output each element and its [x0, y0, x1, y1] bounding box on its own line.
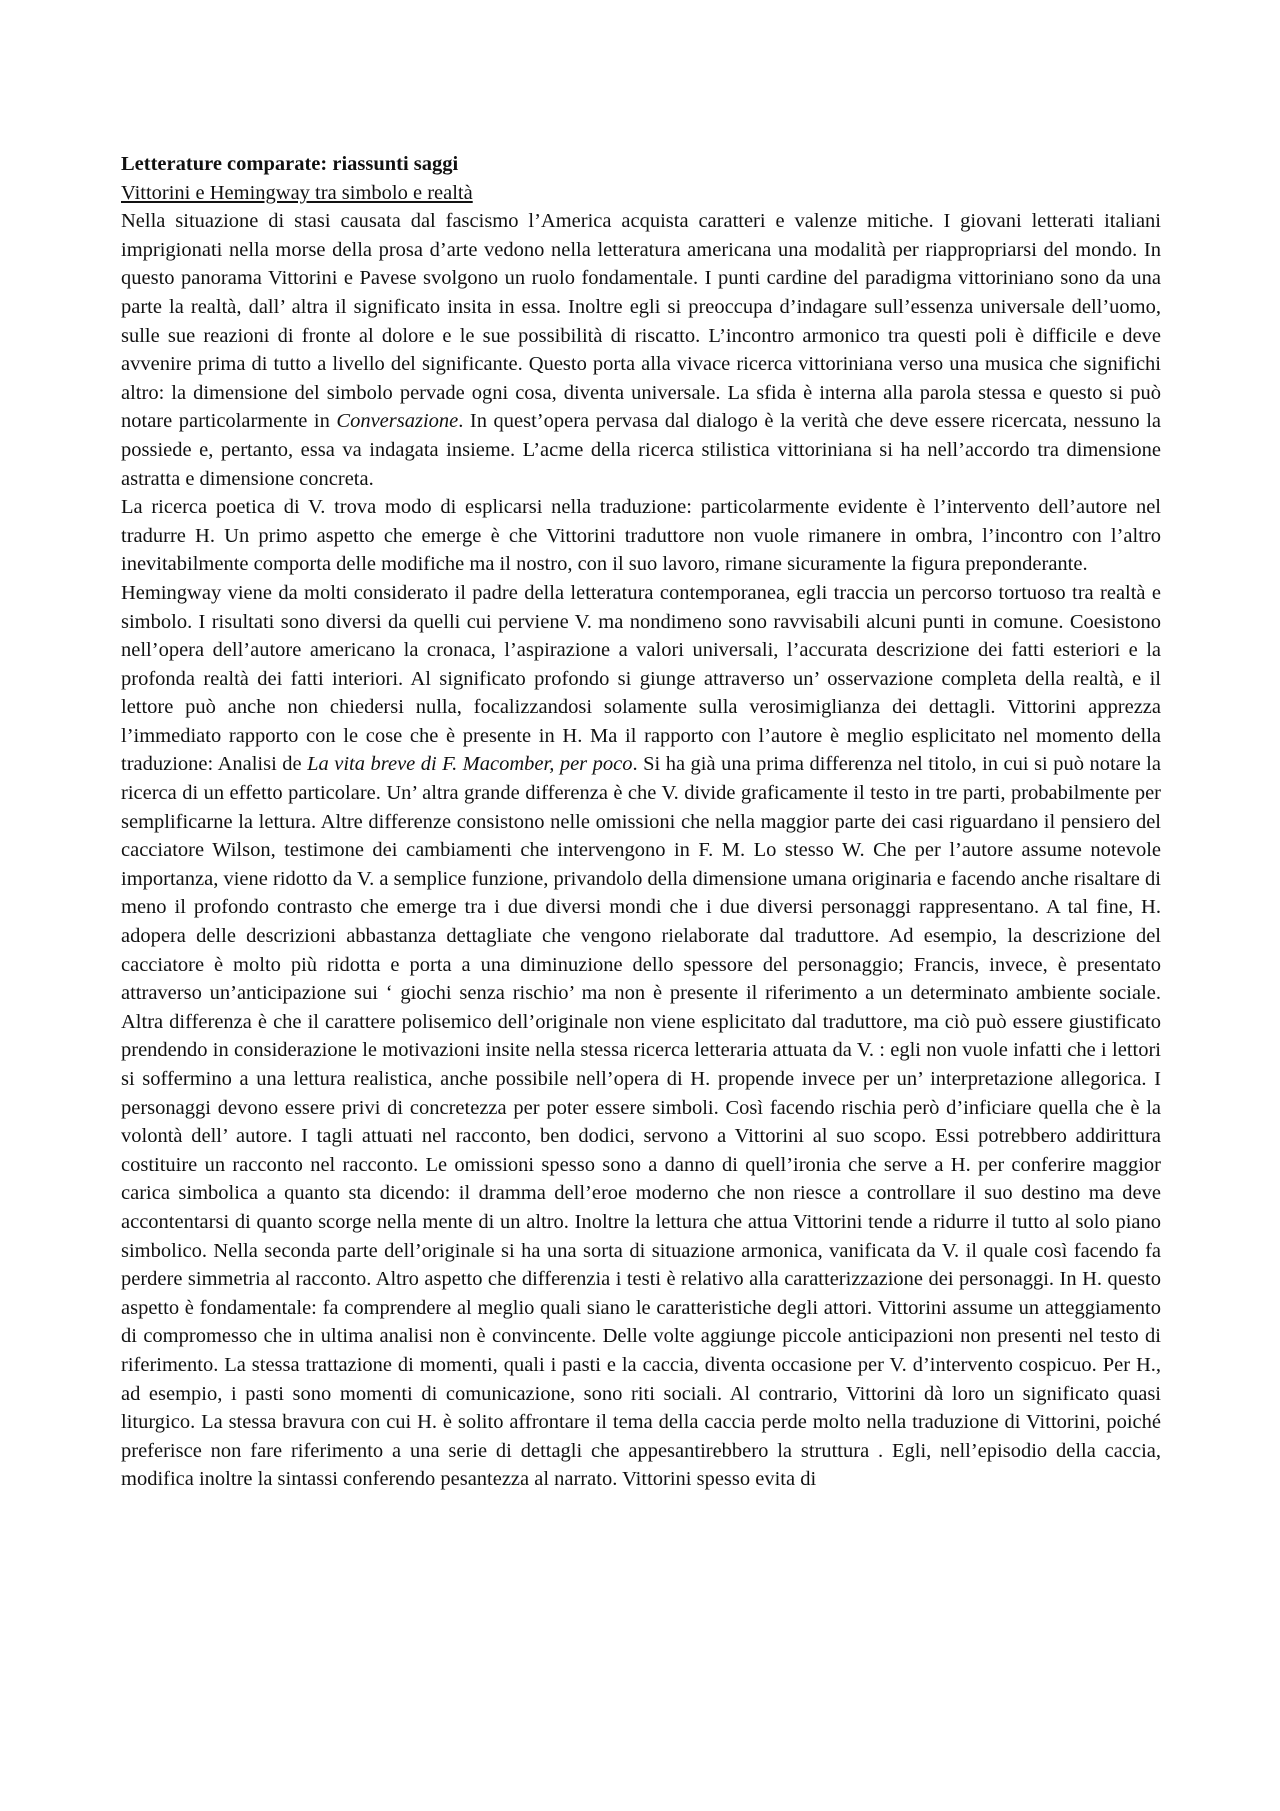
paragraph-1-text-b: . In quest’opera pervasa dal dialogo è la verità che deve essere ricercata, nessuno la possiede e, pertanto, essa va indagata insieme. L’acme della ricerca stilistica vittoriniana si ha nell’accordo tra dimensione astratta e dimensione concreta.: [121, 410, 1161, 490]
paragraph-1-text-a: Nella situazione di stasi causata dal fascismo l’America acquista caratteri e valenze mitiche. I giovani letterati italiani imprigionati nella morse della prosa d’arte vedono nella letteratura americana una modalità per riappropriarsi del mondo. In questo panorama Vittorini e Pavese svolgono un ruolo fondamentale. I punti cardine del paradigma vittoriniano sono da una parte la realtà, dall’ altra il significato insita in essa. Inoltre egli si preoccupa d’indagare sull’essenza universale dell’uomo, sulle sue reazioni di fronte al dolore e le sue possibilità di riscatto. L’incontro armonico tra questi poli è difficile e deve avvenire prima di tutto a livello del significante. Questo porta alla vivace ricerca vittoriniana verso una musica che significhi altro: la dimensione del simbolo pervade ogni cosa, diventa universale. La sfida è interna alla parola stessa e questo si può notare particolarmente in: [121, 210, 1161, 433]
paragraph-3-italic-title: La vita breve di F. Macomber, per poco: [307, 753, 633, 776]
document-title: Letterature comparate: riassunti saggi: [121, 153, 459, 175]
document-subtitle: Vittorini e Hemingway tra simbolo e realtà: [121, 181, 473, 204]
paragraph-2-text: La ricerca poetica di V. trova modo di esplicarsi nella traduzione: particolarmente evidente è l’intervento dell’autore nel tradurre H. Un primo aspetto che emerge è che Vittorini traduttore non vuole rimanere in ombra, l’incontro con l’altro inevitabilmente comporta delle modifiche ma il nostro, con il suo lavoro, rimane sicuramente la figura preponderante.: [121, 496, 1161, 576]
paragraph-3-text-a: Hemingway viene da molti considerato il padre della letteratura contemporanea, egli traccia un percorso tortuoso tra realtà e simbolo. I risultati sono diversi da quelli cui perviene V. ma nondimeno sono ravvisabili alcuni punti in comune. Coesistono nell’opera dell’autore americano la cronaca, l’aspirazione a valori universali, l’accurata descrizione dei fatti esteriori e la profonda realtà dei fatti interiori. Al significato profondo si giunge attraverso un’ osservazione completa della realtà, e il lettore può anche non chiedersi nulla, focalizzandosi solamente sulla verosimiglianza dei dettagli. Vittorini apprezza l’immediato rapporto con le cose che è presente in H. Ma il rapporto con l’autore è meglio esplicitato nel momento della traduzione: Analisi de: [121, 581, 1161, 776]
paragraph-2: [121, 493, 1161, 579]
paragraph-1: [121, 207, 1161, 493]
paragraph-3-text-b: . Si ha già una prima differenza nel titolo, in cui si può notare la ricerca di un effetto particolare. Un’ altra grande differenza è che V. divide graficamente il testo in tre parti, probabilmente per semplificarne la lettura. Altre differenze consistono nelle omissioni che nella maggior parte dei casi riguardano il pensiero del cacciatore Wilson, testimone dei cambiamenti che intervengono in F. M. Lo stesso W. Che per l’autore assume notevole importanza, viene ridotto da V. a semplice funzione, privandolo della dimensione umana originaria e facendo anche risaltare di meno il profondo contrasto che emerge tra i due diversi mondi che i due diversi personaggi rappresentano. A tal fine, H. adopera delle descrizioni abbastanza dettagliate che vengono rielaborate dal traduttore. Ad esempio, la descrizione del cacciatore è molto più ridotta e porta a una diminuzione dello spessore del personaggio; Francis, invece, è presentato attraverso un’anticipazione sui ‘ giochi senza rischio’ ma non è presente il riferimento a un determinato ambiente sociale. Altra differenza è che il carattere polisemico dell’originale non viene esplicitato dal traduttore, ma ciò può essere giustificato prendendo in considerazione le motivazioni insite nella stessa ricerca letteraria attuata da V. : egli non vuole infatti che i lettori si soffermino a una lettura realistica, anche possibile nell’opera di H. propende invece per un’ interpretazione allegorica. I personaggi devono essere privi di concretezza per poter essere simboli. Così facendo rischia però d’inficiare quella che è la volontà dell’ autore. I tagli attuati nel racconto, ben dodici, servono a Vittorini al suo scopo. Essi potrebbero addirittura costituire un racconto nel racconto. Le omissioni spesso sono a danno di quell’ironia che serve a H. per conferire maggior carica simbolica a quanto sta dicendo: il dramma dell’eroe moderno che non riesce a controllare il suo destino ma deve accontentarsi di quanto scorge nella mente di un altro. Inoltre la lettura che attua Vittorini tende a ridurre il tutto al solo piano simbolico. Nella seconda parte dell’originale si ha una sorta di situazione armonica, vanificata da V. il quale così facendo fa perdere simmetria al racconto. Altro aspetto che differenzia i testi è relativo alla caratterizzazione dei personaggi. In H. questo aspetto è fondamentale: fa comprendere al meglio quali siano le caratteristiche degli attori. Vittorini assume un atteggiamento di compromesso che in ultima analisi non è convincente. Delle volte aggiunge piccole anticipazioni non presenti nel testo di riferimento. La stessa trattazione di momenti, quali i pasti e la caccia, diventa occasione per V. d’intervento cospicuo. Per H., ad esempio, i pasti sono momenti di comunicazione, sono riti sociali. Al contrario, Vittorini dà loro un significato quasi liturgico. La stessa bravura con cui H. è solito affrontare il tema della caccia perde molto nella traduzione di Vittorini, poiché preferisce non fare riferimento a una serie di dettagli che appesantirebbero la struttura . Egli, nell’episodio della caccia, modifica inoltre la sintassi conferendo pesantezza al narrato. Vittorini spesso evita di: [121, 753, 1161, 1491]
paragraph-1-italic-title: Conversazione: [336, 410, 459, 433]
paragraph-3: [121, 579, 1161, 1494]
document-body: [121, 150, 1161, 1494]
